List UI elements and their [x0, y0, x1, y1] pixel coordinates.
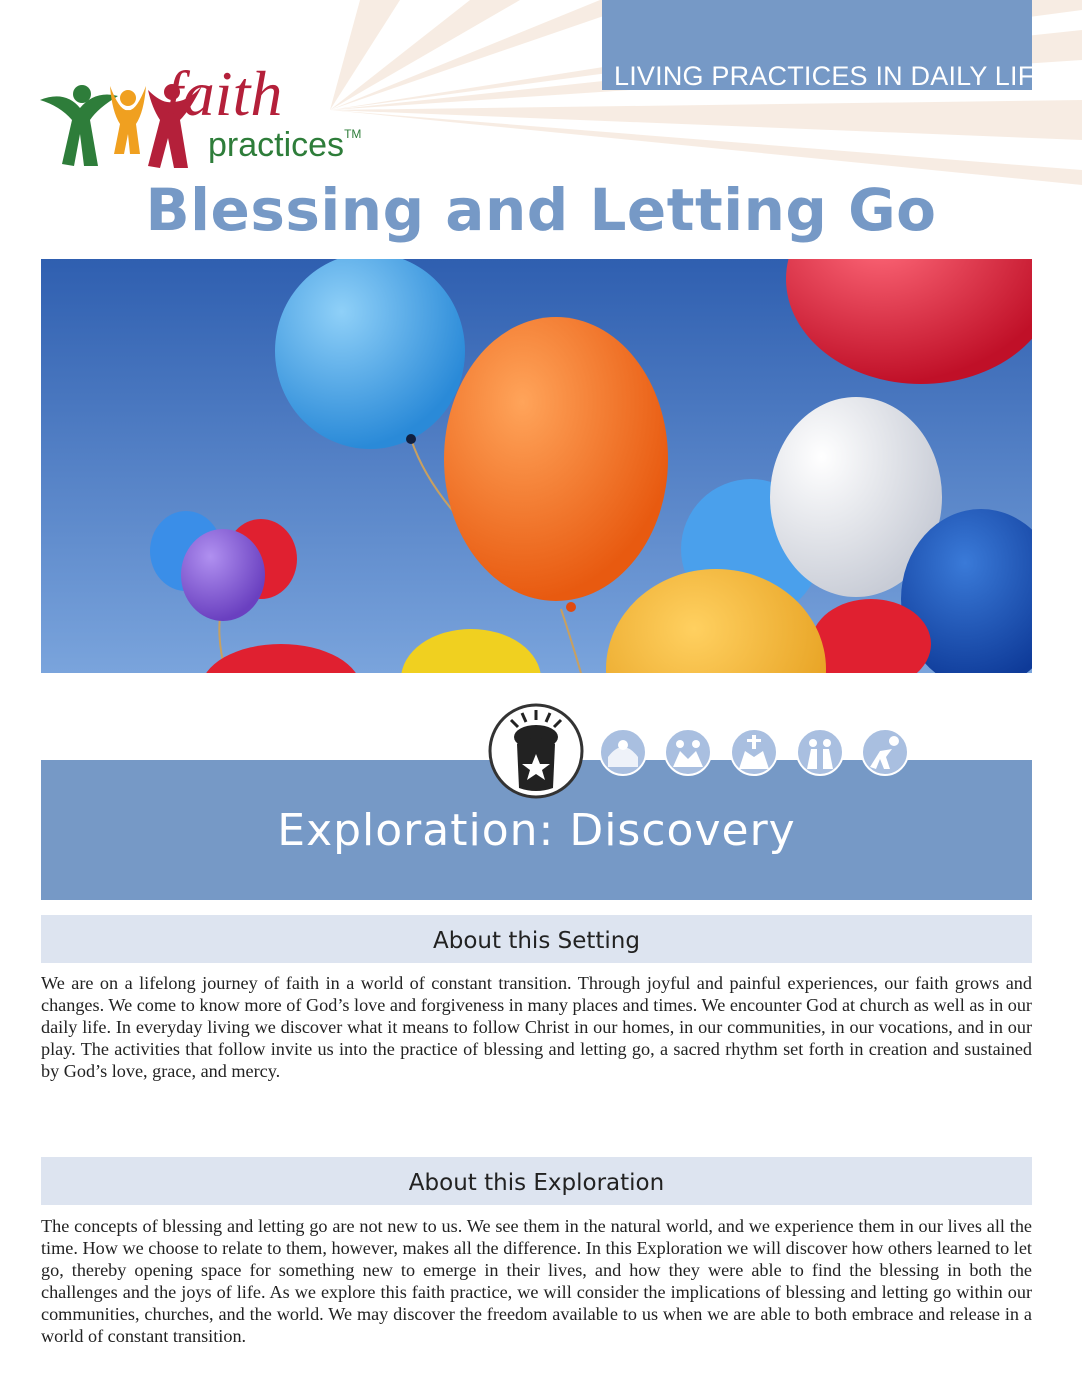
- community-icon: [598, 727, 648, 777]
- page-title: Blessing and Letting Go: [145, 176, 937, 244]
- discovery-icon: [487, 702, 585, 800]
- logo-trademark: TM: [344, 127, 362, 141]
- logo-word-faith: faith: [165, 58, 283, 129]
- setting-paragraph: We are on a lifelong journey of faith in a world of constant transition. Through joyful and painful experiences, our faith grows and changes. We come to know more of God’s love and forgiveness in many places and times. We encounter God at church as well as in our daily life. In everyday living we discover what it means to follow Christ in our homes, in our communities, in our vocations, and in our play. The activities that follow invite us into the practice of blessing and letting go, a sacred rhythm set forth in creation and sustained by God’s love, grace, and mercy.: [41, 973, 1032, 1081]
- logo-word-practices: [208, 128, 361, 162]
- gathering-icon: [663, 727, 713, 777]
- worship-icon: [729, 727, 779, 777]
- exploration-paragraph: The concepts of blessing and letting go are not new to us. We see them in the natural world, and we experience them in our lives all the time. How we choose to relate to them, however, makes all the difference. In this Exploration we will discover how others learned to let go, thereby opening space for something new to emerge in their lives, and how they were able to find the blessing in both the challenges and the joys of life. As we explore this faith practice, we will consider the implications of blessing and letting go within our communities, churches, and the world. We may discover the freedom available to us when we are able to both embrace and release in a world of constant transition.: [41, 1216, 1032, 1346]
- setting-heading: About this Setting: [41, 915, 1032, 963]
- logo-practices-text: practices: [208, 126, 345, 164]
- exploration-heading: About this Exploration: [41, 1157, 1032, 1205]
- tab-label: LIVING PRACTICES IN DAILY LIFE: [614, 61, 1053, 91]
- family-icon: [795, 727, 845, 777]
- balloons-hero-image: [41, 259, 1032, 673]
- section-title: Exploration: Discovery: [277, 805, 796, 856]
- reaching-out-icon: [860, 727, 910, 777]
- top-tab: [602, 0, 1053, 91]
